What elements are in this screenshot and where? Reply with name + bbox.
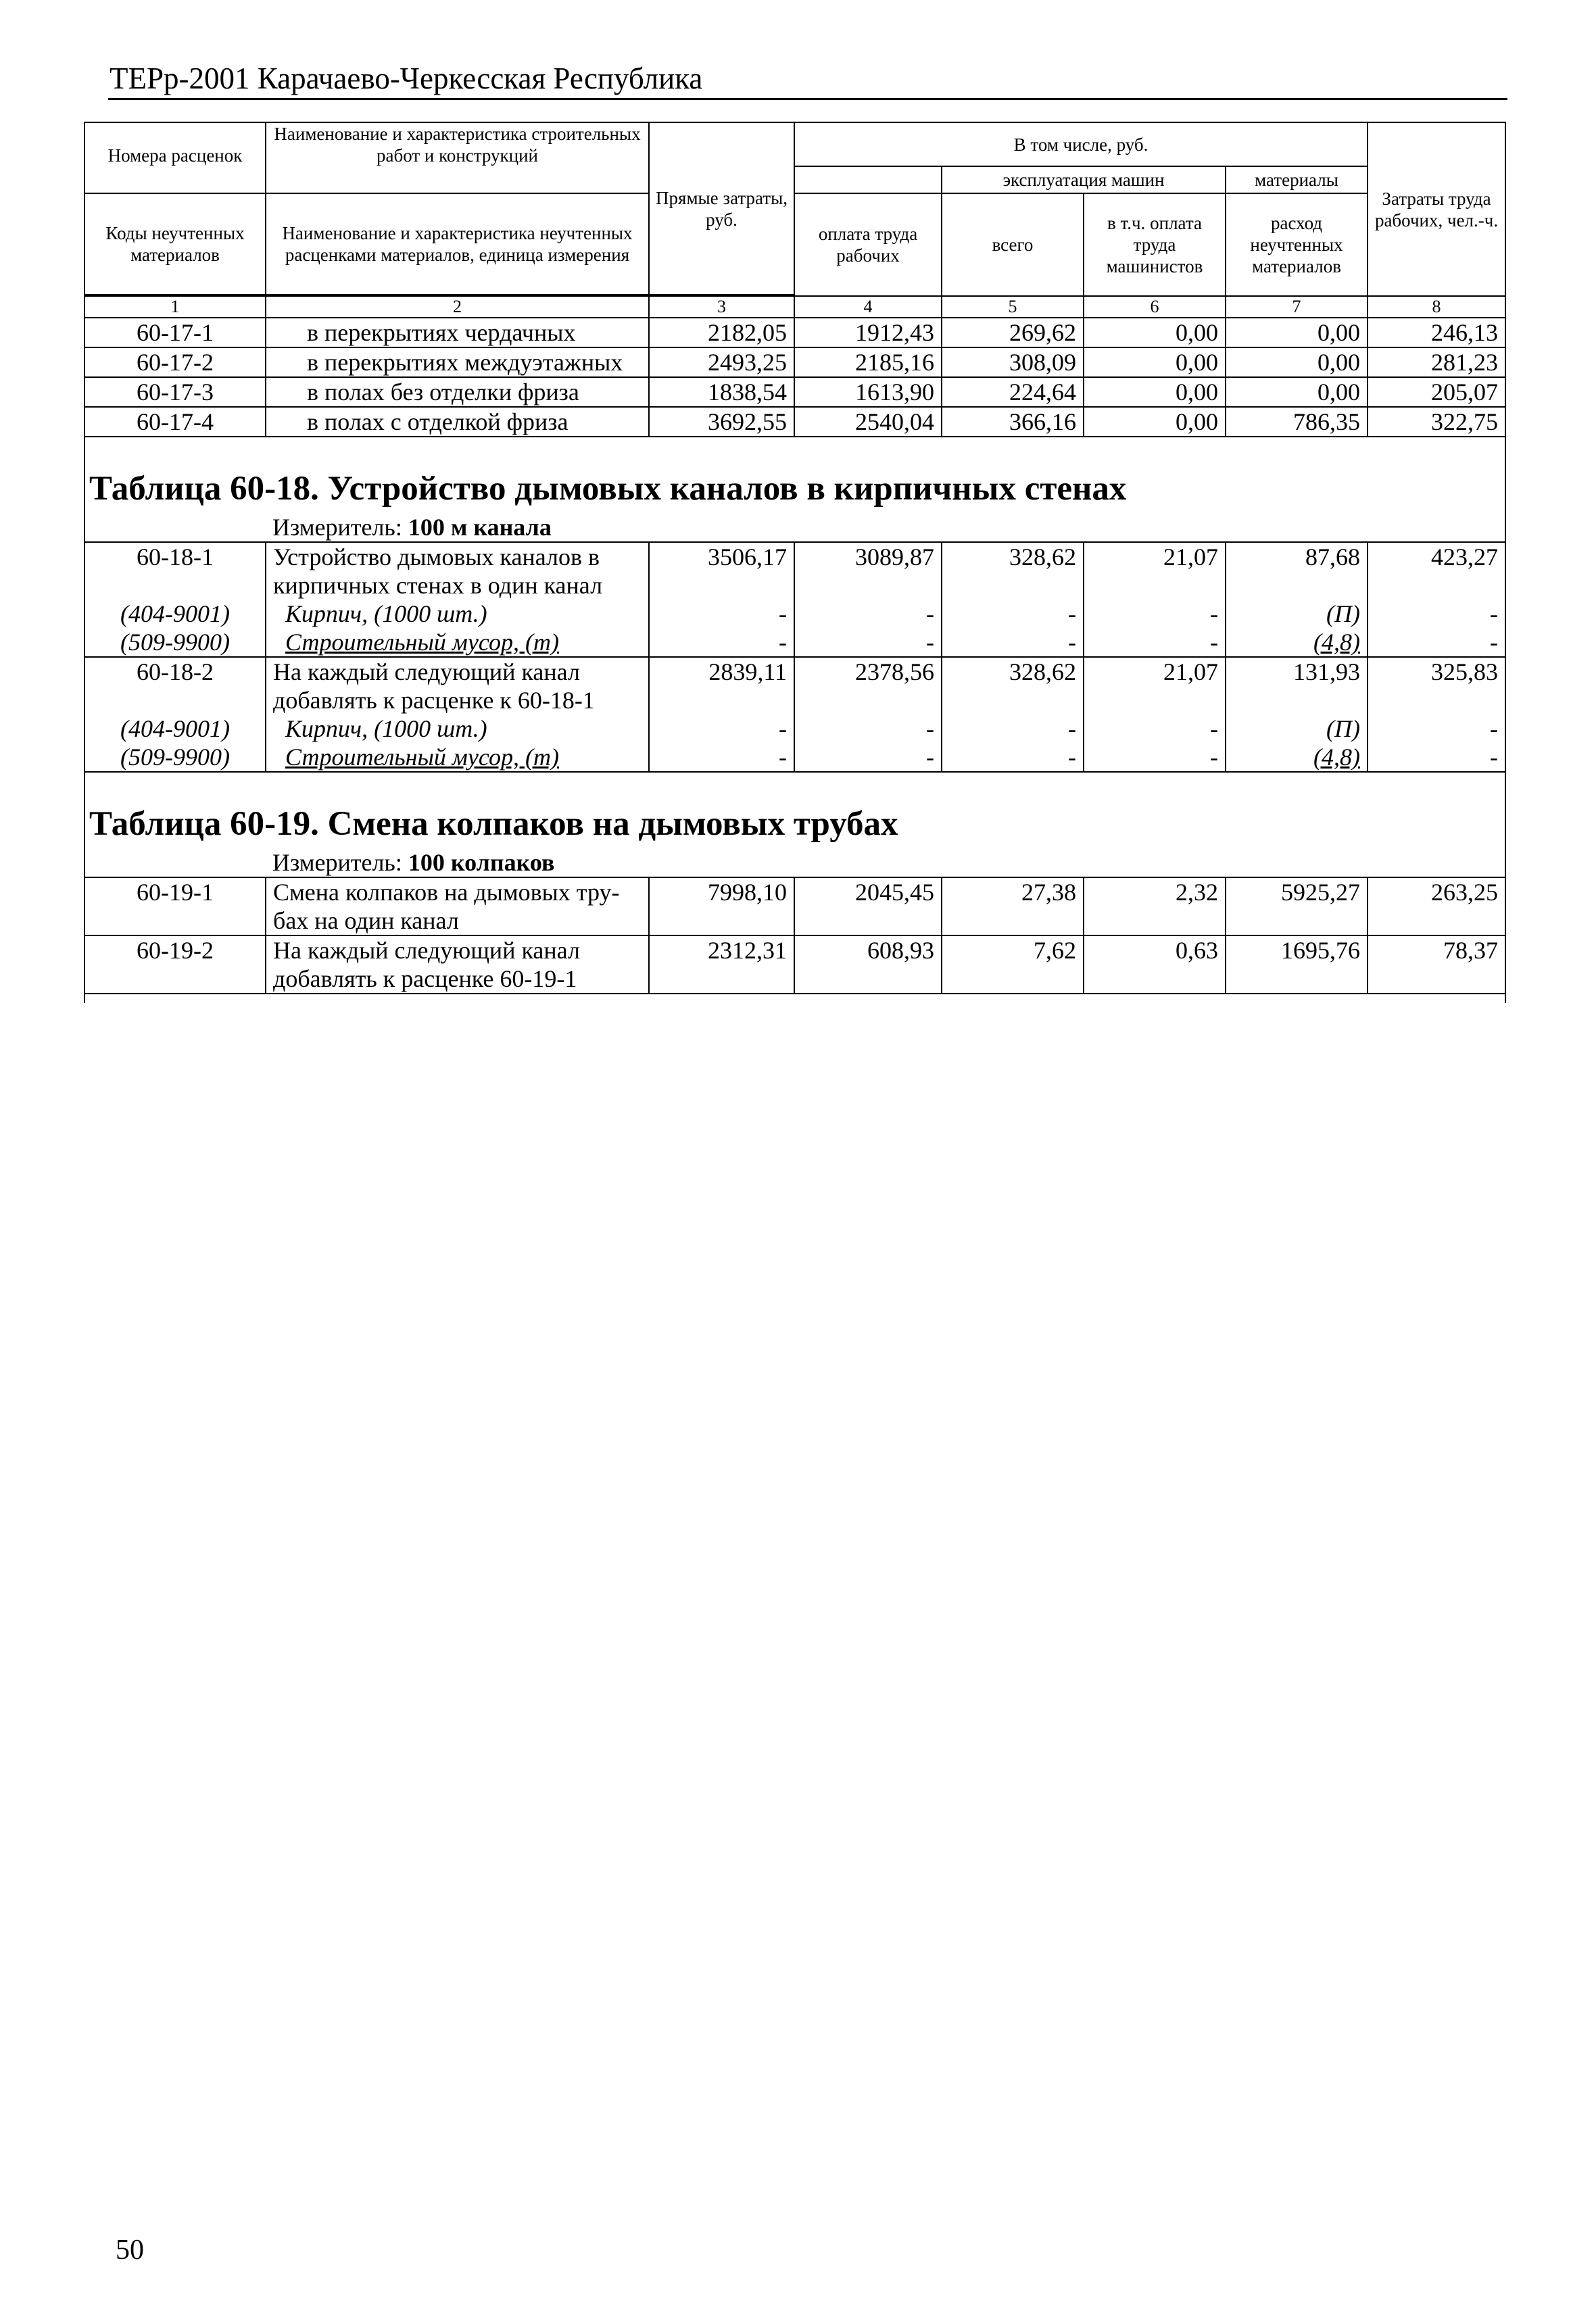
labor-cost: 2185,16: [794, 347, 942, 377]
col2-top-header: Наименование и характеристика строительных работ и конструкций: [266, 122, 649, 166]
header-rule: [108, 98, 1507, 100]
direct-cost: 2312,31: [649, 935, 794, 965]
rate-name: в полах с отделкой фриза: [266, 407, 649, 437]
resource-name: Строительный мусор, (т): [266, 628, 649, 657]
col1-top-header: Номера расценок: [84, 122, 266, 166]
table-row: [84, 935, 1505, 965]
rate-code: 60-17-1: [84, 318, 266, 347]
materials-cost: 131,93: [1226, 657, 1368, 686]
operators-cost: 0,00: [1084, 407, 1226, 437]
rate-code: 60-19-1: [84, 877, 266, 906]
direct-cost: 3506,17: [649, 542, 794, 571]
col3-header: Прямые затраты, руб.: [649, 122, 794, 295]
table-row: [84, 657, 1505, 686]
col7-header: расход неучтенных материалов: [1226, 193, 1368, 296]
rate-code: 60-18-2: [84, 657, 266, 686]
operators-cost: 0,00: [1084, 347, 1226, 377]
rate-name: в полах без отделки фриза: [266, 377, 649, 407]
direct-cost: 3692,55: [649, 407, 794, 437]
col1-bottom-header: Коды неучтенных материалов: [84, 193, 266, 295]
rate-name-cont: бах на один канал: [266, 906, 649, 935]
direct-cost: 7998,10: [649, 877, 794, 906]
direct-cost: 2493,25: [649, 347, 794, 377]
resource-quantity: (4,8): [1226, 628, 1368, 657]
table-row-continuation: [84, 965, 1505, 994]
operators-cost: 0,00: [1084, 377, 1226, 407]
labor-cost: 2378,56: [794, 657, 942, 686]
resource-name: Кирпич, (1000 шт.): [266, 714, 649, 743]
col-number: 8: [1368, 296, 1505, 318]
resource-code: (509-9900): [84, 743, 266, 772]
rate-name: в перекрытиях междуэтажных: [266, 347, 649, 377]
machines-header: эксплуатация машин: [942, 166, 1226, 193]
labor-hours: 423,27: [1368, 542, 1505, 571]
labor-hours: 78,37: [1368, 935, 1505, 965]
labor-hours: 246,13: [1368, 318, 1505, 347]
rate-code: 60-19-2: [84, 935, 266, 965]
labor-hours: 325,83: [1368, 657, 1505, 686]
table-row: [84, 347, 1505, 377]
col-number: 5: [942, 296, 1084, 318]
materials-header: материалы: [1226, 166, 1368, 193]
resource-quantity: (4,8): [1226, 743, 1368, 772]
labor-hours: 205,07: [1368, 377, 1505, 407]
rate-name-cont: кирпичных стенах в один канал: [266, 571, 649, 600]
rate-code: 60-17-3: [84, 377, 266, 407]
rate-name: На каждый следующий канал: [266, 657, 649, 686]
col-number: 7: [1226, 296, 1368, 318]
rates-table-container: [84, 122, 1505, 1003]
rate-name: На каждый следующий канал: [266, 935, 649, 965]
labor-hours: 322,75: [1368, 407, 1505, 437]
rates-table: [84, 122, 1506, 1003]
labor-cost: 1613,90: [794, 377, 942, 407]
machines-cost: 269,62: [942, 318, 1084, 347]
rate-name: Смена колпаков на дымовых тру-: [266, 877, 649, 906]
meter-label: Измеритель:: [272, 849, 402, 876]
meter-label: Измеритель:: [272, 514, 402, 541]
meter-value: 100 м канала: [408, 514, 552, 541]
labor-hours: 281,23: [1368, 347, 1505, 377]
table-row: [84, 877, 1505, 906]
col5-header: всего: [942, 193, 1084, 296]
materials-cost: 0,00: [1226, 347, 1368, 377]
table-row: [84, 542, 1505, 571]
materials-cost: 0,00: [1226, 377, 1368, 407]
col2-bottom-header: Наименование и характеристика неучтенных расценками материалов, единица измерения: [266, 193, 649, 295]
col6-header: в т.ч. оплата труда машинистов: [1084, 193, 1226, 296]
machines-cost: 27,38: [942, 877, 1084, 906]
table-60-18-title: Таблица 60-18. Устройство дымовых каналов в кирпичных стенах: [84, 437, 1505, 513]
resource-row: (509-9900) Строительный мусор, (т) - - - - (4,8) -: [84, 628, 1505, 657]
labor-cost: 2540,04: [794, 407, 942, 437]
operators-cost: 21,07: [1084, 657, 1226, 686]
col-number: 2: [266, 296, 649, 318]
resource-name: Строительный мусор, (т): [266, 743, 649, 772]
col8-header: Затраты труда рабочих, чел.-ч.: [1368, 122, 1505, 296]
rate-name-cont: добавлять к расценке 60-19-1: [266, 965, 649, 994]
materials-cost: 786,35: [1226, 407, 1368, 437]
operators-cost: 21,07: [1084, 542, 1226, 571]
table-row: [84, 318, 1505, 347]
meter-value: 100 колпаков: [408, 849, 555, 876]
materials-cost: 5925,27: [1226, 877, 1368, 906]
included-header: В том числе, руб.: [794, 122, 1368, 166]
resource-quantity: (П): [1226, 714, 1368, 743]
resource-code: (404-9001): [84, 600, 266, 628]
col-number: 4: [794, 296, 942, 318]
labor-hours: 263,25: [1368, 877, 1505, 906]
rate-name-cont: добавлять к расценке к 60-18-1: [266, 686, 649, 714]
table-row: [84, 407, 1505, 437]
machines-cost: 328,62: [942, 657, 1084, 686]
operators-cost: 0,00: [1084, 318, 1226, 347]
table-row-continuation: [84, 906, 1505, 935]
rate-name: Устройство дымовых каналов в: [266, 542, 649, 571]
labor-cost: 3089,87: [794, 542, 942, 571]
document-header: ТЕРр-2001 Карачаево-Черкесская Республика: [110, 62, 703, 95]
machines-cost: 366,16: [942, 407, 1084, 437]
rate-code: 60-17-4: [84, 407, 266, 437]
operators-cost: 2,32: [1084, 877, 1226, 906]
table-row-continuation: [84, 686, 1505, 714]
materials-cost: 87,68: [1226, 542, 1368, 571]
col4-header: оплата труда рабочих: [794, 193, 942, 296]
resource-code: (404-9001): [84, 714, 266, 743]
resource-name: Кирпич, (1000 шт.): [266, 600, 649, 628]
resource-row: (404-9001) Кирпич, (1000 шт.) - - - - (П) -: [84, 600, 1505, 628]
resource-row: (509-9900) Строительный мусор, (т) - - - - (4,8) -: [84, 743, 1505, 772]
labor-cost: 608,93: [794, 935, 942, 965]
machines-cost: 7,62: [942, 935, 1084, 965]
table-60-18-meter: [266, 513, 1505, 542]
table-row: [84, 377, 1505, 407]
table-60-19-meter: [266, 848, 1505, 877]
table-row-continuation: [84, 571, 1505, 600]
labor-cost: 1912,43: [794, 318, 942, 347]
rate-code: 60-17-2: [84, 347, 266, 377]
materials-cost: 1695,76: [1226, 935, 1368, 965]
materials-cost: 0,00: [1226, 318, 1368, 347]
direct-cost: 1838,54: [649, 377, 794, 407]
rate-name: в перекрытиях чердачных: [266, 318, 649, 347]
operators-cost: 0,63: [1084, 935, 1226, 965]
resource-quantity: (П): [1226, 600, 1368, 628]
col-number: 1: [84, 296, 266, 318]
rate-code: 60-18-1: [84, 542, 266, 571]
resource-code: (509-9900): [84, 628, 266, 657]
direct-cost: 2839,11: [649, 657, 794, 686]
resource-row: (404-9001) Кирпич, (1000 шт.) - - - - (П) -: [84, 714, 1505, 743]
col-number: 3: [649, 296, 794, 318]
machines-cost: 224,64: [942, 377, 1084, 407]
page-number: 50: [116, 2235, 144, 2266]
col-number: 6: [1084, 296, 1226, 318]
machines-cost: 328,62: [942, 542, 1084, 571]
table-60-19-title: Таблица 60-19. Смена колпаков на дымовых трубах: [84, 772, 1505, 848]
labor-cost: 2045,45: [794, 877, 942, 906]
direct-cost: 2182,05: [649, 318, 794, 347]
machines-cost: 308,09: [942, 347, 1084, 377]
